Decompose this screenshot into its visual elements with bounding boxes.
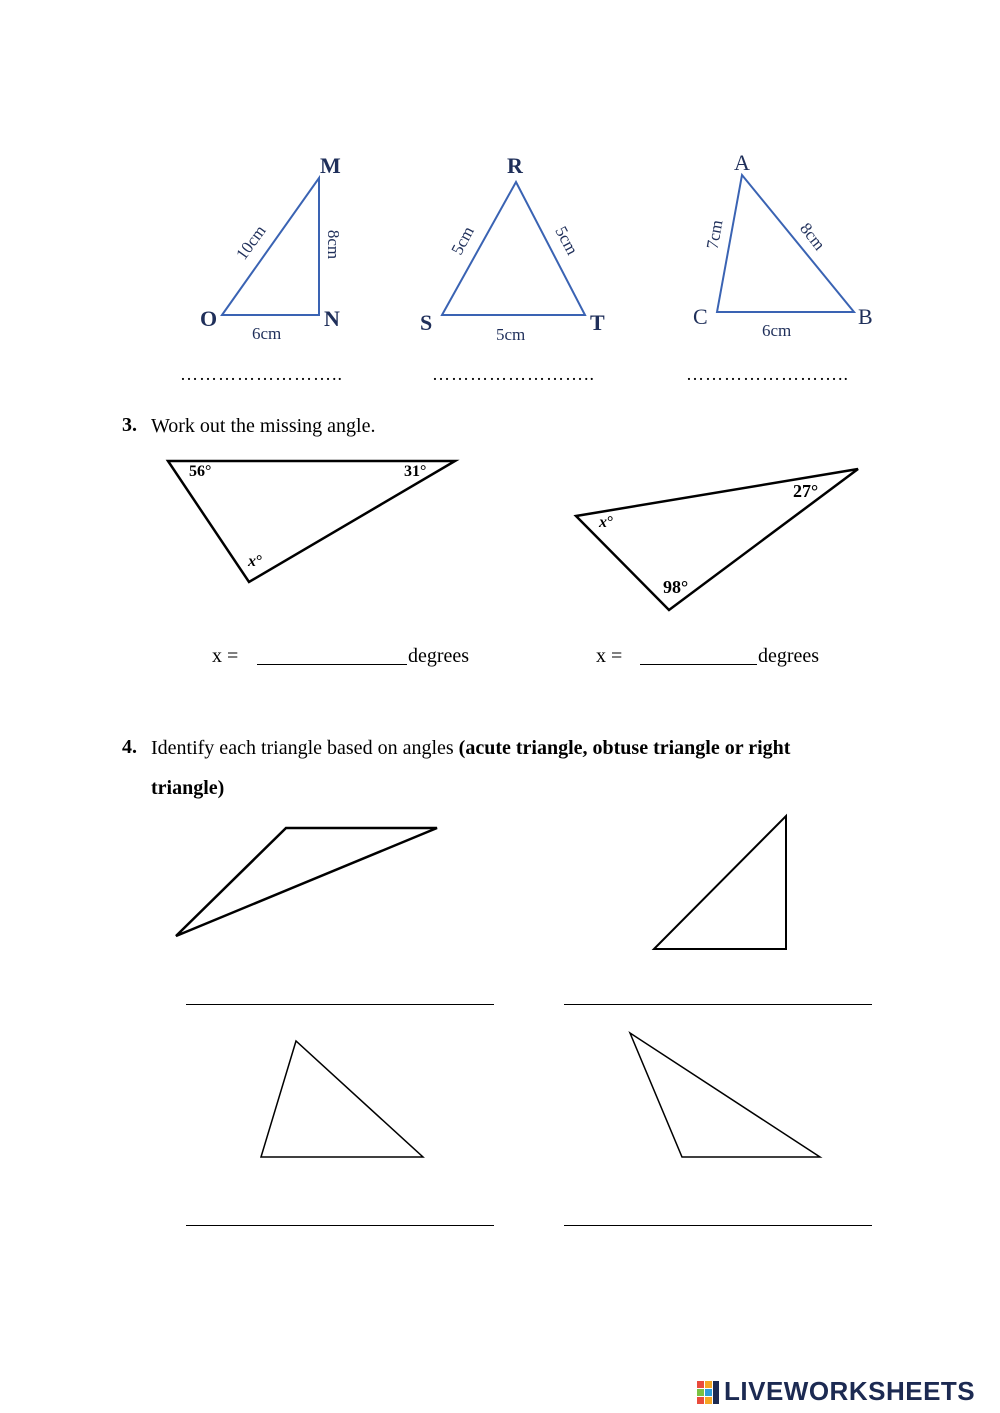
vertex-label-t: T <box>590 310 605 335</box>
classify-triangle-1 <box>176 828 437 936</box>
classify-answer-line-3[interactable] <box>186 1225 494 1226</box>
triangle-acb <box>717 175 854 312</box>
side-label-on: 6cm <box>252 324 282 343</box>
classify-answer-line-2[interactable] <box>564 1004 872 1005</box>
side-label-rt: 5cm <box>551 223 582 258</box>
vertex-label-c: C <box>693 304 708 329</box>
vertex-label-r: R <box>507 153 523 178</box>
angle-label-x-2: x° <box>599 514 614 531</box>
answer-blank-2[interactable] <box>640 664 757 665</box>
liveworksheets-logo <box>697 1376 975 1406</box>
angle-label-27: 27° <box>793 481 819 501</box>
classify-answer-line-4[interactable] <box>564 1225 872 1226</box>
answer-blank-1[interactable] <box>257 664 407 665</box>
vertex-label-b: B <box>858 304 873 329</box>
answer-suffix-2: degrees <box>758 645 820 667</box>
answer-dots-3[interactable]: …………………….. <box>686 364 849 384</box>
vertex-label-m: M <box>320 153 341 178</box>
question-4-text-plain: Identify each triangle based on angles <box>151 737 459 759</box>
question-4-text-bold-2: triangle) <box>151 777 225 799</box>
classify-triangle-4 <box>630 1033 820 1157</box>
vertex-label-o: O <box>200 306 218 331</box>
side-label-ab: 8cm <box>796 219 830 254</box>
angle-label-31: 31° <box>404 463 427 480</box>
question-4-text <box>151 728 911 808</box>
answer-prefix-2: x = <box>596 645 623 667</box>
classify-triangle-3 <box>261 1041 423 1157</box>
side-label-rs: 5cm <box>447 223 478 258</box>
vertex-label-n: N <box>324 306 340 331</box>
answer-suffix-1: degrees <box>408 645 470 667</box>
side-label-mn: 8cm <box>324 229 344 260</box>
classify-answer-line-1[interactable] <box>186 1004 494 1005</box>
logo-text: LIVEWORKSHEETS <box>724 1376 976 1406</box>
side-label-ac: 7cm <box>702 218 727 251</box>
question-4-text-bold: (acute triangle, obtuse triangle or right <box>458 737 791 759</box>
vertex-label-a: A <box>734 150 750 175</box>
classify-triangle-2 <box>654 816 786 949</box>
question-3-text: Work out the missing angle. <box>151 415 376 437</box>
vertex-label-s: S <box>420 310 433 335</box>
angle-label-98: 98° <box>663 577 689 597</box>
answer-dots-2[interactable]: …………………….. <box>432 364 595 384</box>
question-4-number: 4. <box>122 736 137 758</box>
answer-dots-1[interactable]: …………………….. <box>180 364 343 384</box>
side-label-st: 5cm <box>496 325 526 344</box>
question-3-number: 3. <box>122 414 137 436</box>
logo-blocks-icon <box>697 1378 721 1404</box>
answer-prefix-1: x = <box>212 645 239 667</box>
side-label-cb: 6cm <box>762 321 792 340</box>
angle-label-x-1: x° <box>248 553 263 570</box>
angle-label-56: 56° <box>189 463 212 480</box>
side-label-mo: 10cm <box>232 221 270 264</box>
